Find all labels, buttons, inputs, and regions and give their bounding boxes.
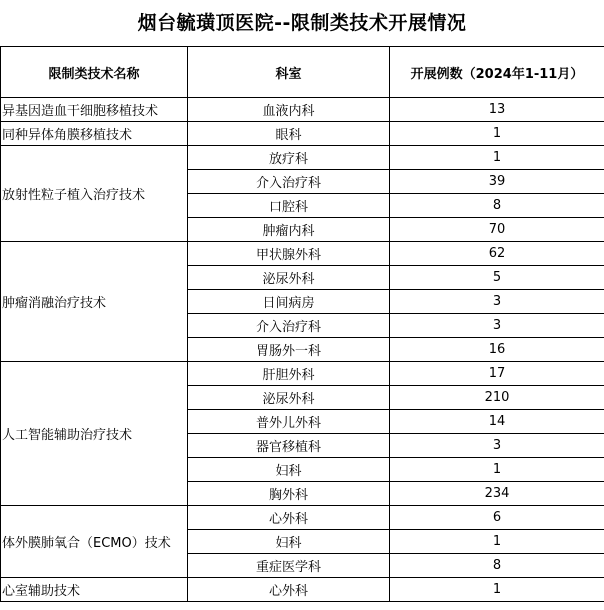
case-count-cell: 1 (390, 458, 604, 482)
case-count-cell: 39 (390, 170, 604, 194)
department-cell: 器官移植科 (188, 434, 390, 458)
department-cell: 血液内科 (188, 98, 390, 122)
department-cell: 介入治疗科 (188, 314, 390, 338)
table-body (1, 98, 604, 602)
page-title: 烟台毓璜顶医院--限制类技术开展情况 (137, 12, 467, 34)
header-department: 科室 (188, 47, 390, 98)
department-cell: 放疗科 (188, 146, 390, 170)
department-cell: 日间病房 (188, 290, 390, 314)
department-cell: 重症医学科 (188, 554, 390, 578)
case-count-cell: 6 (390, 506, 604, 530)
tech-name-cell: 人工智能辅助治疗技术 (1, 362, 188, 506)
case-count-cell: 234 (390, 482, 604, 506)
tech-name-cell: 肿瘤消融治疗技术 (1, 242, 188, 362)
case-count-cell: 3 (390, 434, 604, 458)
case-count-cell: 1 (390, 530, 604, 554)
restricted-tech-table (0, 46, 604, 602)
department-cell: 妇科 (188, 458, 390, 482)
department-cell: 介入治疗科 (188, 170, 390, 194)
case-count-cell: 1 (390, 146, 604, 170)
department-cell: 胸外科 (188, 482, 390, 506)
case-count-cell: 70 (390, 218, 604, 242)
department-cell: 口腔科 (188, 194, 390, 218)
header-row (1, 47, 604, 98)
department-cell: 普外儿外科 (188, 410, 390, 434)
department-cell: 泌尿外科 (188, 386, 390, 410)
case-count-cell: 1 (390, 122, 604, 146)
department-cell: 胃肠外一科 (188, 338, 390, 362)
table-row (1, 146, 604, 170)
table-row (1, 122, 604, 146)
case-count-cell: 3 (390, 290, 604, 314)
table-row (1, 578, 604, 602)
case-count-cell: 62 (390, 242, 604, 266)
department-cell: 眼科 (188, 122, 390, 146)
case-count-cell: 14 (390, 410, 604, 434)
department-cell: 心外科 (188, 506, 390, 530)
case-count-cell: 5 (390, 266, 604, 290)
case-count-cell: 3 (390, 314, 604, 338)
header-case-count: 开展例数（2024年1-11月） (390, 47, 604, 98)
case-count-cell: 16 (390, 338, 604, 362)
department-cell: 泌尿外科 (188, 266, 390, 290)
table-row (1, 242, 604, 266)
table-row (1, 98, 604, 122)
case-count-cell: 17 (390, 362, 604, 386)
department-cell: 心外科 (188, 578, 390, 602)
department-cell: 肝胆外科 (188, 362, 390, 386)
department-cell: 妇科 (188, 530, 390, 554)
table-row (1, 506, 604, 530)
department-cell: 甲状腺外科 (188, 242, 390, 266)
case-count-cell: 1 (390, 578, 604, 602)
header-tech-name: 限制类技术名称 (1, 47, 188, 98)
department-cell: 肿瘤内科 (188, 218, 390, 242)
table-row (1, 362, 604, 386)
tech-name-cell: 放射性粒子植入治疗技术 (1, 146, 188, 242)
tech-name-cell: 同种异体角膜移植技术 (1, 122, 188, 146)
tech-name-cell: 异基因造血干细胞移植技术 (1, 98, 188, 122)
tech-name-cell: 体外膜肺氧合（ECMO）技术 (1, 506, 188, 578)
case-count-cell: 210 (390, 386, 604, 410)
case-count-cell: 8 (390, 554, 604, 578)
tech-name-cell: 心室辅助技术 (1, 578, 188, 602)
case-count-cell: 8 (390, 194, 604, 218)
case-count-cell: 13 (390, 98, 604, 122)
